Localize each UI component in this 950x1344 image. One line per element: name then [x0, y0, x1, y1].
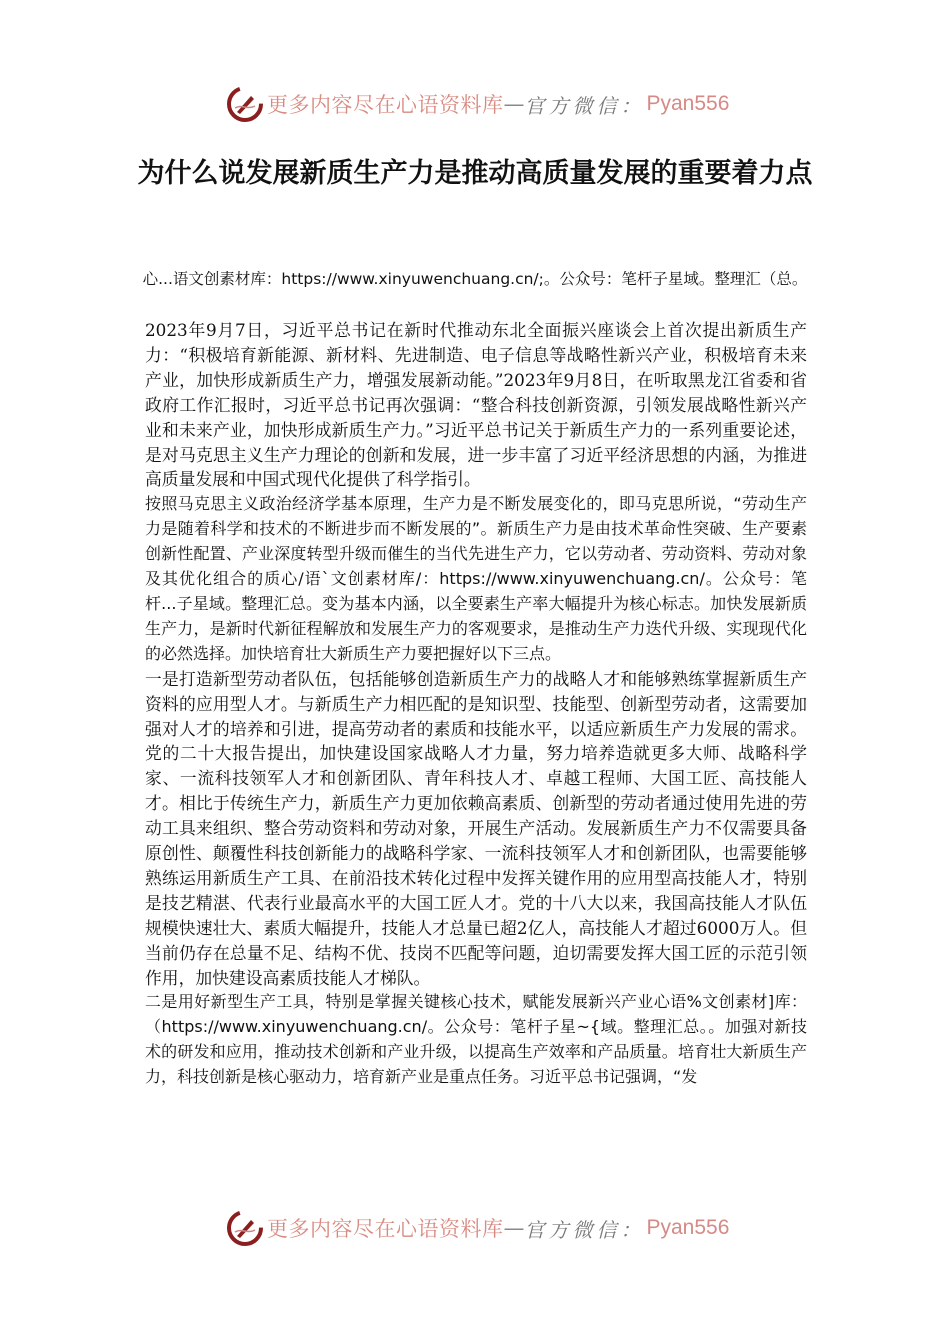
banner-slogan: 更多内容尽在心语资料库: [267, 93, 504, 117]
article-body: [145, 318, 807, 1090]
banner-wechat-label: 官方微信：: [524, 93, 645, 118]
paragraph-theory: 按照马克思主义政治经济学基本原理，生产力是不断发展变化的，即马克思所说，“劳动生产力是随着科学和技术的不断进步而不断发展的”。新质生产力是由技术革命性突破、生产要素创新性配置、产业深度转型升级而催生的当代先进生产力，它以劳动者、劳动资料、劳动对象及其优化组合的质心/语`文创素材库/：https://www.xinyuwenchuang.cn/。公众号：笔杆...子星域。整理汇总。变为基本内涵，以全要素生产率大幅提升为核心标志。加快发展新质生产力，是新时代新征程解放和发展生产力的客观要求，是推动生产力迭代升级、实现现代化的必然选择。加快培育壮大新质生产力要把握好以下三点。: [145, 494, 807, 663]
header-watermark-banner: [227, 84, 729, 124]
banner-slogan: 更多内容尽在心语资料库: [267, 1217, 504, 1241]
footer-watermark-banner: [227, 1208, 729, 1248]
quill-pen-logo-icon: [227, 1210, 263, 1246]
paragraph-point-one: 一是打造新型劳动者队伍，包括能够创造新质生产力的战略人才和能够熟练掌握新质生产资料的应用型人才。与新质生产力相匹配的是知识型、技能型、创新型劳动者，这需要加强对人才的培养和引进，提高劳动者的素质和技能水平，以适应新质生产力发展的需求。党的二十大报告提出，加快建设国家战略人才力量，努力培养造就更多大师、战略科学家、一流科技领军人才和创新团队、青年科技人才、卓越工程师、大国工匠、高技能人才。相比于传统生产力，新质生产力更加依赖高素质、创新型的劳动者通过使用先进的劳动工具来组织、整合劳动资料和劳动对象，开展生产活动。发展新质生产力不仅需要具备原创性、颠覆性科技创新能力的战略科学家、一流科技领军人才和创新团队，也需要能够熟练运用新质生产工具、在前沿技术转化过程中发挥关键作用的应用型高技能人才，特别是技艺精湛、代表行业最高水平的大国工匠人才。党的十八大以来，我国高技能人才队伍规模快速壮大、素质大幅提升，技能人才总量已超2亿人，高技能人才超过6000万人。但当前仍存在总量不足、结构不优、技岗不匹配等问题，迫切需要发挥大国工匠的示范引领作用，加快建设高素质技能人才梯队。: [145, 668, 807, 988]
banner-dash: —: [503, 92, 525, 116]
banner-wechat-id: Pyan556: [646, 1216, 730, 1239]
source-line: 心...语文创素材库：https://www.xinyuwenchuang.cn/;。公众号：笔杆子星域。整理汇（总。: [142, 270, 808, 288]
banner-wechat-label: 官方微信：: [524, 1217, 645, 1242]
paragraph-intro: 2023年9月7日，习近平总书记在新时代推动东北全面振兴座谈会上首次提出新质生产力：“积极培育新能源、新材料、先进制造、电子信息等战略性新兴产业，积极培育未来产业，加快形成新质生产力，增强发展新动能。”2023年9月8日，在听取黑龙江省委和省政府工作汇报时，习近平总书记再次强调：“整合科技创新资源，引领发展战略性新兴产业和未来产业，加快形成新质生产力。”习近平总书记关于新质生产力的一系列重要论述，是对马克思主义生产力理论的创新和发展，进一步丰富了习近平经济思想的内涵，为推进高质量发展和中国式现代化提供了科学指引。: [145, 320, 807, 490]
quill-pen-logo-icon: [227, 86, 263, 122]
banner-dash: —: [503, 1216, 525, 1240]
page-title: 为什么说发展新质生产力是推动高质量发展的重要着力点: [137, 158, 813, 189]
banner-wechat-id: Pyan556: [646, 92, 730, 115]
paragraph-point-two: 二是用好新型生产工具，特别是掌握关键核心技术，赋能发展新兴产业心语%文创素材]库：（https://www.xinyuwenchuang.cn/。公众号：笔杆子星~{域。整理汇总。。加强对新技术的研发和应用，推动技术创新和产业升级，以提高生产效率和产品质量。培育壮大新质生产力，科技创新是核心驱动力，培育新产业是重点任务。习近平总书记强调，“发: [145, 992, 807, 1087]
